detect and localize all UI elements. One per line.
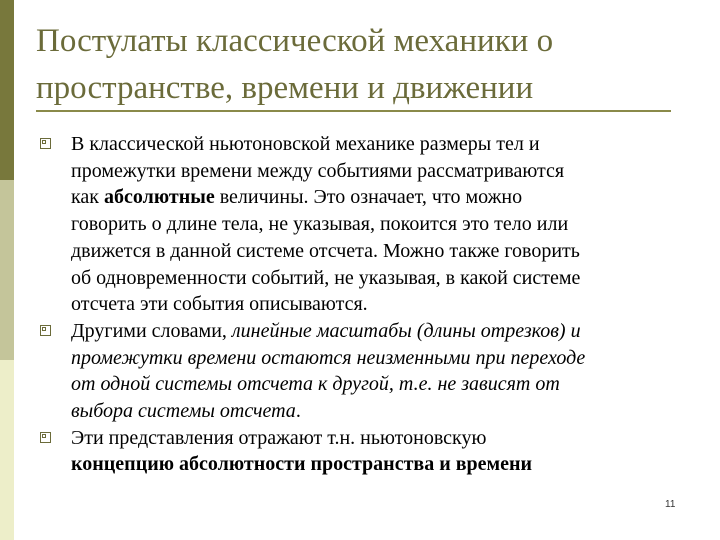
bullet-list <box>40 131 690 478</box>
text-segment: промежутки времени между событиями рассматриваются <box>71 159 565 182</box>
left-decor-stripe-mid <box>0 180 14 360</box>
text-segment: Другими словами, <box>71 319 232 342</box>
square-bullet-icon <box>40 432 51 443</box>
slide-number: 11 <box>665 499 676 510</box>
bullet-item <box>40 425 690 478</box>
text-segment: концепцию абсолютности пространства и времени <box>71 453 533 476</box>
left-decor-stripe-dark <box>0 0 14 180</box>
text-segment: Эти представления отражают т.н. ньютоновскую <box>71 426 487 449</box>
bullet-text-line <box>71 398 690 425</box>
text-segment: как <box>71 186 105 209</box>
text-segment: . <box>295 400 301 423</box>
square-bullet-icon <box>40 138 51 149</box>
bullet-text-line <box>71 238 690 265</box>
text-segment: от одной системы отсчета к другой, т.е. не зависят от <box>71 373 560 396</box>
text-segment: говорить о длине тела, не указывая, покоится это тело или <box>71 213 569 236</box>
text-segment: отсчета эти события описываются. <box>71 293 368 316</box>
text-segment: об одновременности событий, не указывая, в какой системе <box>71 266 581 289</box>
text-segment: движется в данной системе отсчета. Можно также говорить <box>71 239 580 262</box>
text-segment: промежутки времени остаются неизменными при переходе <box>71 346 586 369</box>
text-segment: величины. Это означает, что можно <box>214 186 523 209</box>
bullet-text-line <box>71 265 690 292</box>
bullet-item <box>40 131 690 318</box>
title-underline <box>36 110 671 112</box>
bullet-text-line <box>71 291 690 318</box>
bullet-text-line <box>71 158 690 185</box>
bullet-text-line <box>71 345 690 372</box>
bullet-item <box>40 318 690 425</box>
text-segment: В классической ньютоновской механике размеры тел и <box>71 133 540 155</box>
text-segment: линейные масштабы (длины отрезков) и <box>231 319 581 342</box>
square-bullet-icon <box>40 325 51 336</box>
slide-title-line-1: Постулаты классической механики о <box>36 23 554 59</box>
bullet-text-line <box>71 318 690 345</box>
bullet-text-line <box>71 425 690 452</box>
slide-title-line-2: пространстве, времени и движении <box>36 70 534 106</box>
bullet-text-line <box>71 184 690 211</box>
bullet-text-line <box>71 131 690 158</box>
slide-title <box>36 18 686 112</box>
text-segment: выбора системы отсчета <box>71 400 296 423</box>
bullet-text-line <box>71 211 690 238</box>
text-segment: абсолютные <box>104 186 215 209</box>
bullet-text-line <box>71 371 690 398</box>
bullet-text-line <box>71 451 690 478</box>
